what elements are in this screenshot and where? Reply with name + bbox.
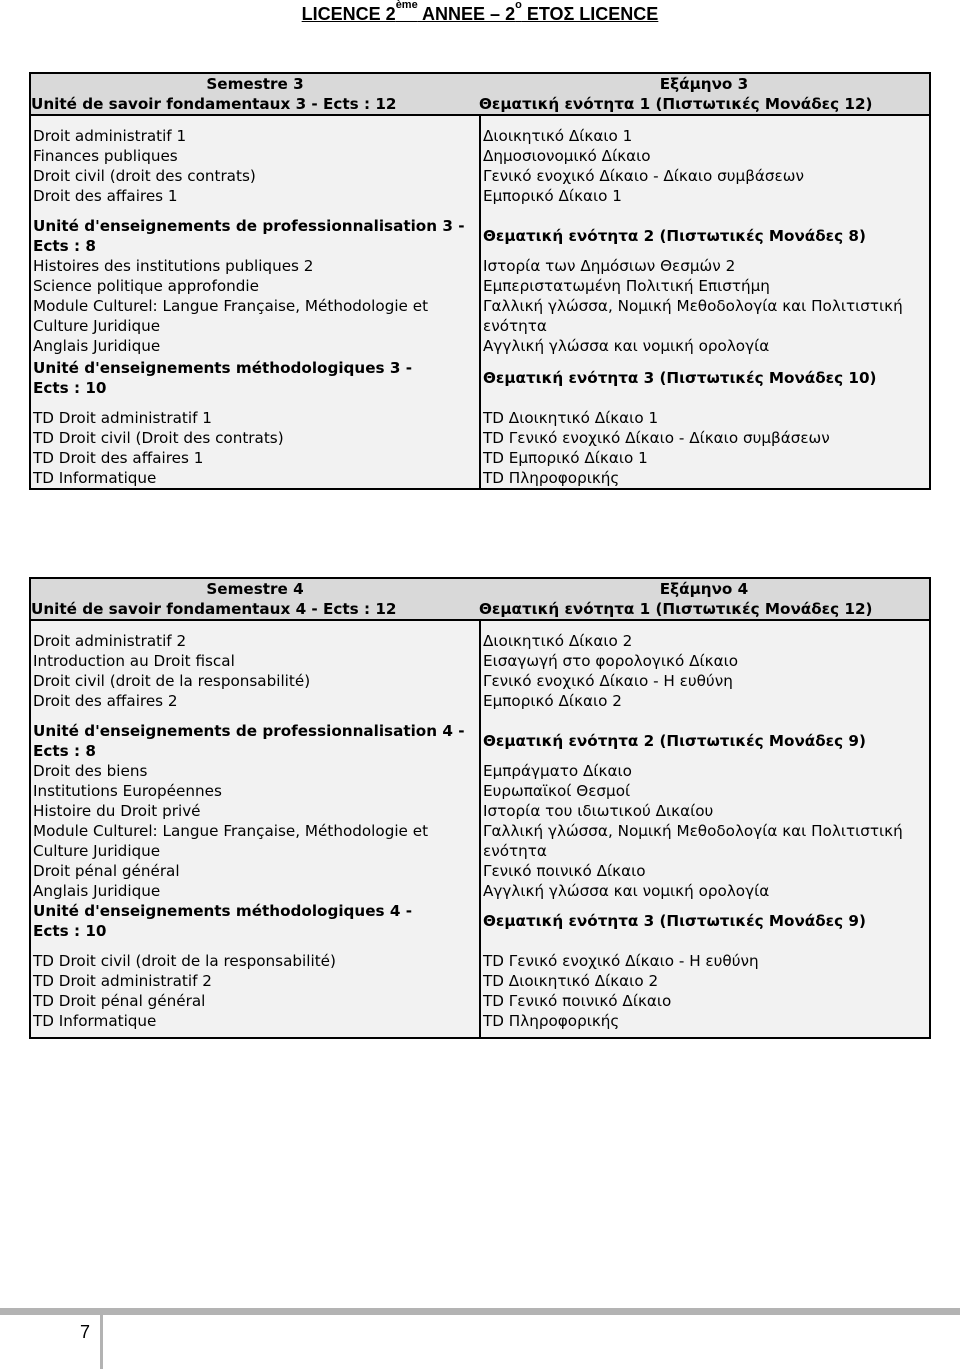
course-fr: Droit civil (droit des contrats) bbox=[33, 167, 256, 185]
course-fr: Droit des affaires 2 bbox=[33, 692, 178, 710]
course-gr: Ευρωπαϊκοί Θεσμοί bbox=[483, 782, 631, 800]
unit2-heading-gr-text: Θεματική ενότητα 2 (Πιστωτικές Μονάδες 8) bbox=[483, 227, 866, 245]
course-fr: Module Culturel: Langue Française, Méthodologie et Culture Juridique bbox=[33, 297, 429, 335]
unit3-heading-gr-text: Θεματική ενότητα 3 (Πιστωτικές Μονάδες 10) bbox=[483, 369, 877, 387]
course-fr: Droit des biens bbox=[33, 762, 148, 780]
course-gr: Γενικό ενοχικό Δίκαιο - Η ευθύνη bbox=[483, 672, 733, 690]
td-course-gr: TD Γενικό ενοχικό Δίκαιο - Η ευθύνη bbox=[483, 952, 759, 970]
course-gr: Διοικητικό Δίκαιο 1 bbox=[483, 127, 633, 145]
course-fr: Institutions Européennes bbox=[33, 782, 222, 800]
td-course-gr: TD Διοικητικό Δίκαιο 2 bbox=[483, 972, 659, 990]
course-fr: Introduction au Droit fiscal bbox=[33, 652, 235, 670]
td-course-fr: TD Informatique bbox=[33, 469, 157, 487]
course-gr: Αγγλική γλώσσα και νομική ορολογία bbox=[483, 882, 770, 900]
course-fr: Droit administratif 1 bbox=[33, 127, 187, 145]
course-gr: Εμπορικό Δίκαιο 2 bbox=[483, 692, 622, 710]
semester-4-unit1-gr: Θεματική ενότητα 1 (Πιστωτικές Μονάδες 12) bbox=[479, 600, 873, 618]
semester-4-header bbox=[30, 578, 930, 620]
course-fr: Droit pénal général bbox=[33, 862, 180, 880]
td-course-fr: TD Droit pénal général bbox=[33, 992, 206, 1010]
semester-3-body-gr bbox=[480, 115, 930, 489]
unit2-heading-gr bbox=[483, 216, 929, 256]
title-text: LICENCE 2 bbox=[301, 4, 396, 24]
unit2-heading-gr-text: Θεματική ενότητα 2 (Πιστωτικές Μονάδες 9) bbox=[483, 732, 866, 750]
semester-3-gr-title: Εξάμηνο 3 bbox=[659, 75, 749, 93]
course-fr: Module Culturel: Langue Française, Méthodologie et Culture Juridique bbox=[33, 822, 429, 860]
td-course-gr: TD Εμπορικό Δίκαιο 1 bbox=[483, 449, 648, 467]
course-gr: Εισαγωγή στο φορολογικό Δίκαιο bbox=[483, 652, 739, 670]
td-course-fr: TD Droit administratif 1 bbox=[33, 409, 212, 427]
course-gr: Διοικητικό Δίκαιο 2 bbox=[483, 632, 633, 650]
course-fr: Anglais Juridique bbox=[33, 882, 161, 900]
td-course-gr: TD Γενικό ενοχικό Δίκαιο - Δίκαιο συμβάσεων bbox=[483, 429, 830, 447]
course-gr: Γαλλική γλώσσα, Νομική Μεθοδολογία και Πολιτιστική ενότητα bbox=[483, 822, 903, 860]
td-course-gr: TD Διοικητικό Δίκαιο 1 bbox=[483, 409, 659, 427]
semester-4-body-fr bbox=[30, 620, 480, 1038]
semester-3-header bbox=[30, 73, 930, 115]
course-fr: Histoires des institutions publiques 2 bbox=[33, 257, 314, 275]
td-course-fr: TD Informatique bbox=[33, 1012, 157, 1030]
semester-3-body-fr bbox=[30, 115, 480, 489]
unit3-heading-gr-text: Θεματική ενότητα 3 (Πιστωτικές Μονάδες 9) bbox=[483, 912, 866, 930]
course-gr: Γενικό ποινικό Δίκαιο bbox=[483, 862, 646, 880]
td-course-gr: TD Γενικό ποινικό Δίκαιο bbox=[483, 992, 672, 1010]
td-course-fr: TD Droit administratif 2 bbox=[33, 972, 212, 990]
course-fr: Droit civil (droit de la responsabilité) bbox=[33, 672, 311, 690]
course-gr: Εμπορικό Δίκαιο 1 bbox=[483, 187, 622, 205]
semester-3-fr-title: Semestre 3 bbox=[206, 75, 304, 93]
unit3-heading-gr bbox=[483, 901, 929, 941]
course-fr: Anglais Juridique bbox=[33, 337, 161, 355]
semester-3-unit1-fr: Unité de savoir fondamentaux 3 - Ects : 12 bbox=[31, 95, 397, 113]
td-course-fr: TD Droit civil (Droit des contrats) bbox=[33, 429, 284, 447]
title-text-end: ΕΤΟΣ LICENCE bbox=[521, 4, 659, 24]
semester-3-table bbox=[29, 72, 931, 490]
course-gr: Εμπεριστατωμένη Πολιτική Επιστήμη bbox=[483, 277, 770, 295]
unit2-heading-fr: Unité d'enseignements de professionnalisation 3 - Ects : 8 bbox=[33, 217, 465, 255]
course-gr: Γενικό ενοχικό Δίκαιο - Δίκαιο συμβάσεων bbox=[483, 167, 804, 185]
course-fr: Finances publiques bbox=[33, 147, 178, 165]
course-fr: Droit administratif 2 bbox=[33, 632, 187, 650]
page-number: 7 bbox=[80, 1322, 91, 1342]
title-superscript-greek: ο bbox=[515, 0, 522, 11]
semester-4-unit1-fr: Unité de savoir fondamentaux 4 - Ects : 12 bbox=[31, 600, 397, 618]
unit2-heading-fr: Unité d'enseignements de professionnalisation 4 - Ects : 8 bbox=[33, 722, 465, 760]
course-gr: Ιστορία του ιδιωτικού Δικαίου bbox=[483, 802, 714, 820]
page-title bbox=[0, 2, 960, 26]
course-fr: Science politique approfondie bbox=[33, 277, 259, 295]
semester-3-unit1-gr: Θεματική ενότητα 1 (Πιστωτικές Μονάδες 12) bbox=[479, 95, 873, 113]
title-superscript: ème bbox=[395, 0, 418, 11]
unit2-heading-gr bbox=[483, 721, 929, 761]
page-footer bbox=[0, 1308, 960, 1369]
course-gr: Αγγλική γλώσσα και νομική ορολογία bbox=[483, 337, 770, 355]
footer-rule bbox=[0, 1308, 960, 1315]
semester-4-fr-title: Semestre 4 bbox=[206, 580, 304, 598]
course-gr: Γαλλική γλώσσα, Νομική Μεθοδολογία και Πολιτιστική ενότητα bbox=[483, 297, 903, 335]
unit3-heading-gr bbox=[483, 358, 929, 398]
course-gr: Εμπράγματο Δίκαιο bbox=[483, 762, 632, 780]
course-fr: Histoire du Droit privé bbox=[33, 802, 201, 820]
unit3-heading-fr: Unité d'enseignements méthodologiques 3 - Ects : 10 bbox=[33, 359, 413, 397]
course-gr: Ιστορία των Δημόσιων Θεσμών 2 bbox=[483, 257, 736, 275]
semester-4-body-gr bbox=[480, 620, 930, 1038]
td-course-fr: TD Droit civil (droit de la responsabilité) bbox=[33, 952, 336, 970]
title-text-mid: ANNEE – 2 bbox=[417, 4, 516, 24]
semester-4-gr-title: Εξάμηνο 4 bbox=[659, 580, 749, 598]
course-gr: Δημοσιονομικό Δίκαιο bbox=[483, 147, 651, 165]
unit3-heading-fr: Unité d'enseignements méthodologiques 4 - Ects : 10 bbox=[33, 902, 413, 940]
td-course-fr: TD Droit des affaires 1 bbox=[33, 449, 204, 467]
course-fr: Droit des affaires 1 bbox=[33, 187, 178, 205]
footer-divider bbox=[100, 1315, 103, 1369]
td-course-gr: TD Πληροφορικής bbox=[483, 1012, 620, 1030]
td-course-gr: TD Πληροφορικής bbox=[483, 469, 620, 487]
semester-4-table bbox=[29, 577, 931, 1039]
